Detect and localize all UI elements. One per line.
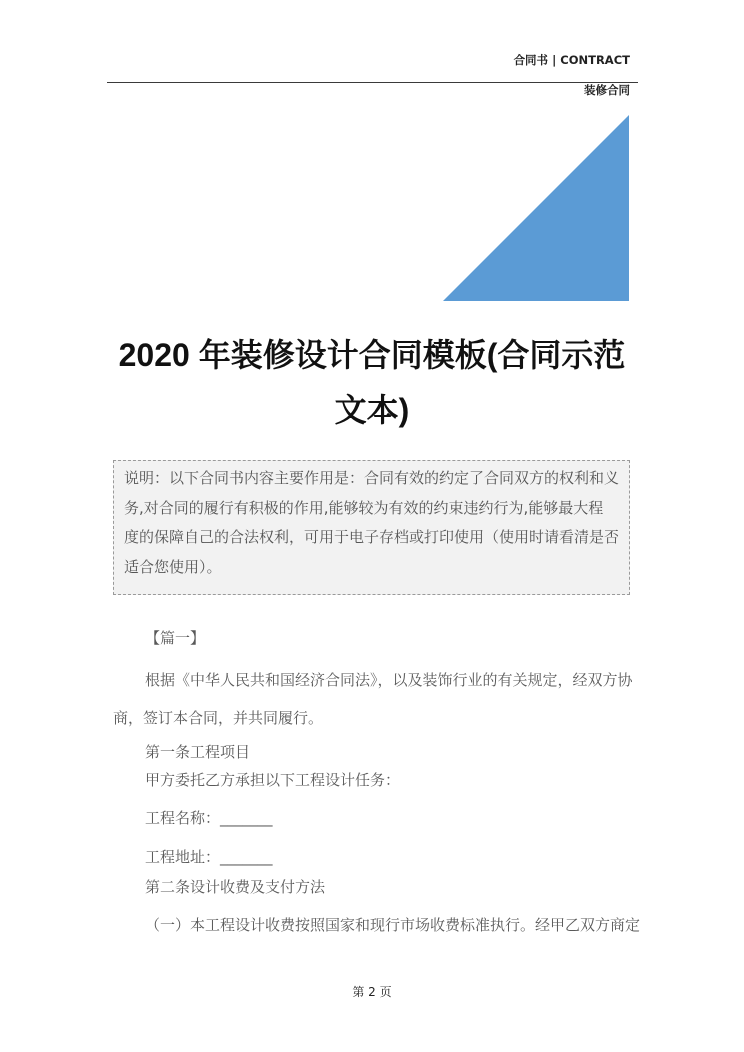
section-heading: 【篇一】 — [145, 629, 206, 647]
article-heading: 第二条设计收费及支付方法 — [145, 878, 326, 896]
project-name-field: 工程名称：_______ — [145, 809, 273, 827]
paragraph-line: 甲方委托乙方承担以下工程设计任务： — [145, 771, 401, 789]
page-number: 第 2 页 — [352, 985, 392, 999]
notice-box — [113, 460, 630, 595]
header-brand: 合同书 | CONTRACT — [513, 53, 630, 67]
project-address-field: 工程地址：_______ — [145, 848, 273, 866]
paragraph-line: 商，签订本合同，并共同履行。 — [113, 709, 324, 727]
document-title-line-2: 文本) — [334, 392, 410, 428]
decorative-triangle — [443, 115, 629, 301]
header-subtitle: 装修合同 — [584, 83, 630, 97]
notice-line: 度的保障自己的合法权利，可用于电子存档或打印使用（使用时请看清是否 — [124, 528, 620, 546]
notice-line: 适合您使用）。 — [124, 557, 222, 576]
article-heading: 第一条工程项目 — [145, 743, 251, 761]
paragraph-line: 根据《中华人民共和国经济合同法》，以及装饰行业的有关规定，经双方协 — [145, 671, 633, 689]
document-title-line-1: 2020 年装修设计合同模板(合同示范 — [118, 337, 626, 373]
paragraph-line: （一）本工程设计收费按照国家和现行市场收费标准执行。经甲乙双方商定 — [145, 916, 641, 934]
notice-line: 务,对合同的履行有积极的作用,能够较为有效的约束违约行为,能够最大程 — [124, 498, 604, 517]
notice-line: 说明：以下合同书内容主要作用是：合同有效的约定了合同双方的权利和义 — [124, 469, 620, 487]
header-divider — [107, 82, 638, 83]
